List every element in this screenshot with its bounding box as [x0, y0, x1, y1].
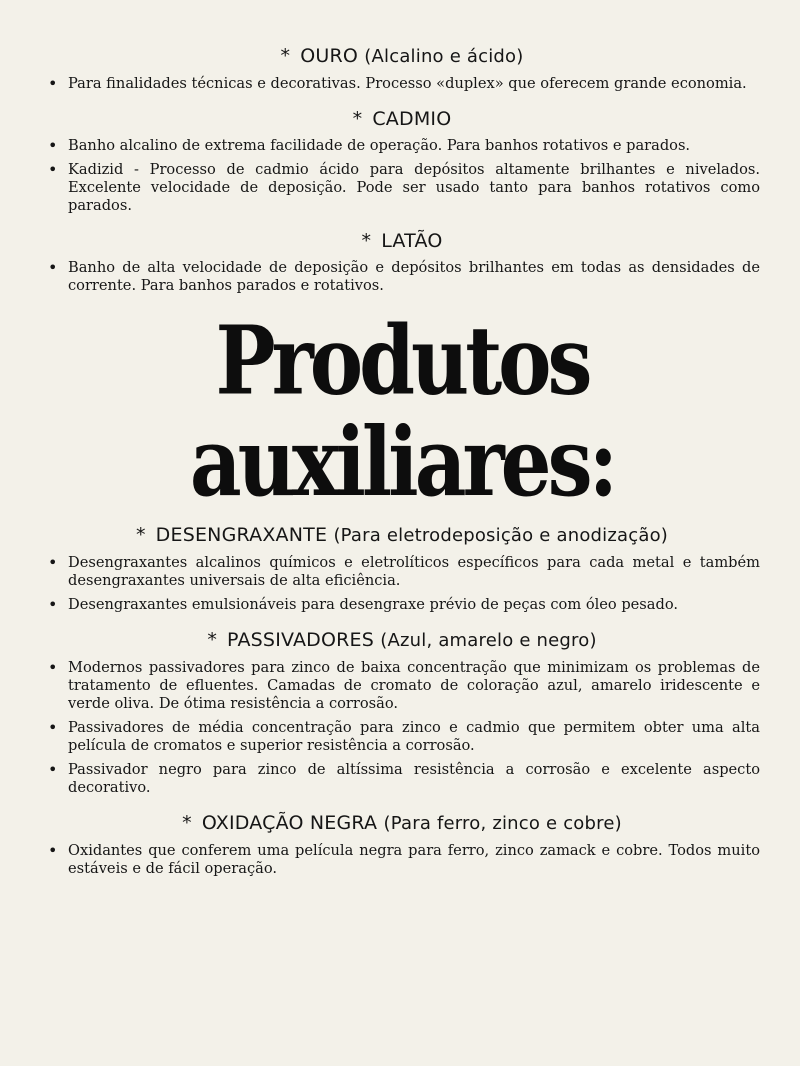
heading-subtitle: (Alcalino e ácido)	[364, 46, 524, 67]
item-text: Modernos passivadores para zinco de baixa concentração que minimizam os problemas de tratamento de efluentes. Camadas de cromato de coloração azul, amarelo iridescente e verde oliva. De ótima resistência a corrosão.	[68, 659, 760, 712]
bullet-icon: •	[48, 841, 58, 860]
bullet-icon: •	[48, 760, 58, 779]
bullet-icon: •	[48, 136, 58, 155]
list-item	[44, 659, 760, 713]
asterisk: *	[207, 629, 218, 651]
asterisk: *	[361, 230, 372, 252]
bullet-icon: •	[48, 553, 58, 572]
list-item	[44, 554, 760, 590]
list-item	[44, 596, 760, 614]
bullet-list	[44, 137, 760, 215]
title-line-2: auxiliares:	[189, 406, 615, 518]
section-heading	[44, 523, 760, 548]
item-text: Passivadores de média concentração para zinco e cadmio que permitem obter uma alta película de cromatos e superior resistência a corrosão.	[68, 719, 760, 754]
list-item	[44, 719, 760, 755]
heading-name: OXIDAÇÃO NEGRA	[201, 812, 378, 834]
heading-name: CADMIO	[372, 108, 452, 130]
heading-name: OURO	[300, 45, 359, 67]
item-text: Passivador negro para zinco de altíssima resistência a corrosão e excelente aspecto decorativo.	[68, 761, 760, 796]
item-text: Oxidantes que conferem uma película negra para ferro, zinco zamack e cobre. Todos muito estáveis e de fácil operação.	[68, 842, 760, 877]
item-text: Desengraxantes alcalinos químicos e eletrolíticos específicos para cada metal e também desengraxantes universais de alta eficiência.	[68, 554, 760, 589]
bullet-list	[44, 842, 760, 878]
bullet-list	[44, 554, 760, 614]
bullet-icon: •	[48, 74, 58, 93]
asterisk: *	[352, 108, 363, 130]
section-heading	[44, 628, 760, 653]
heading-name: LATÃO	[381, 230, 443, 252]
list-item	[44, 137, 760, 155]
section-heading	[44, 44, 760, 69]
section-heading	[44, 811, 760, 836]
item-text: Banho alcalino de extrema facilidade de operação. Para banhos rotativos e parados.	[68, 137, 691, 154]
bullet-icon: •	[48, 160, 58, 179]
bullet-icon: •	[48, 718, 58, 737]
page-title	[44, 304, 760, 518]
list-item	[44, 75, 760, 93]
heading-subtitle: (Azul, amarelo e negro)	[380, 630, 597, 651]
heading-subtitle: (Para eletrodeposição e anodização)	[333, 525, 669, 546]
list-item	[44, 161, 760, 215]
item-text: Banho de alta velocidade de deposição e depósitos brilhantes em todas as densidades de corrente. Para banhos parados e rotativos.	[68, 259, 760, 294]
section-desengraxante	[44, 523, 760, 614]
bullet-list	[44, 259, 760, 295]
bullet-icon: •	[48, 658, 58, 677]
section-latao	[44, 229, 760, 295]
item-text: Kadizid - Processo de cadmio ácido para depósitos altamente brilhantes e nivelados. Excelente velocidade de deposição. Pode ser usado tanto para banhos rotativos como parados.	[68, 161, 760, 214]
bullet-list	[44, 659, 760, 797]
section-cadmio	[44, 107, 760, 215]
asterisk: *	[182, 812, 192, 834]
asterisk: *	[280, 45, 291, 67]
list-item	[44, 259, 760, 295]
title-line-1: Produtos	[215, 304, 589, 416]
bullet-icon: •	[48, 258, 58, 277]
section-heading	[44, 229, 760, 253]
section-oxidacao-negra	[44, 811, 760, 878]
section-passivadores	[44, 628, 760, 797]
heading-name: DESENGRAXANTE	[155, 524, 328, 546]
bullet-list	[44, 75, 760, 93]
section-heading	[44, 107, 760, 131]
heading-name: PASSIVADORES	[227, 629, 375, 651]
bullet-icon: •	[48, 595, 58, 614]
heading-subtitle: (Para ferro, zinco e cobre)	[383, 813, 622, 834]
asterisk: *	[135, 524, 146, 546]
item-text: Desengraxantes emulsionáveis para desengraxe prévio de peças com óleo pesado.	[68, 596, 679, 613]
list-item	[44, 761, 760, 797]
item-text: Para finalidades técnicas e decorativas. Processo «duplex» que oferecem grande economia.	[68, 75, 747, 92]
list-item	[44, 842, 760, 878]
section-ouro	[44, 44, 760, 93]
